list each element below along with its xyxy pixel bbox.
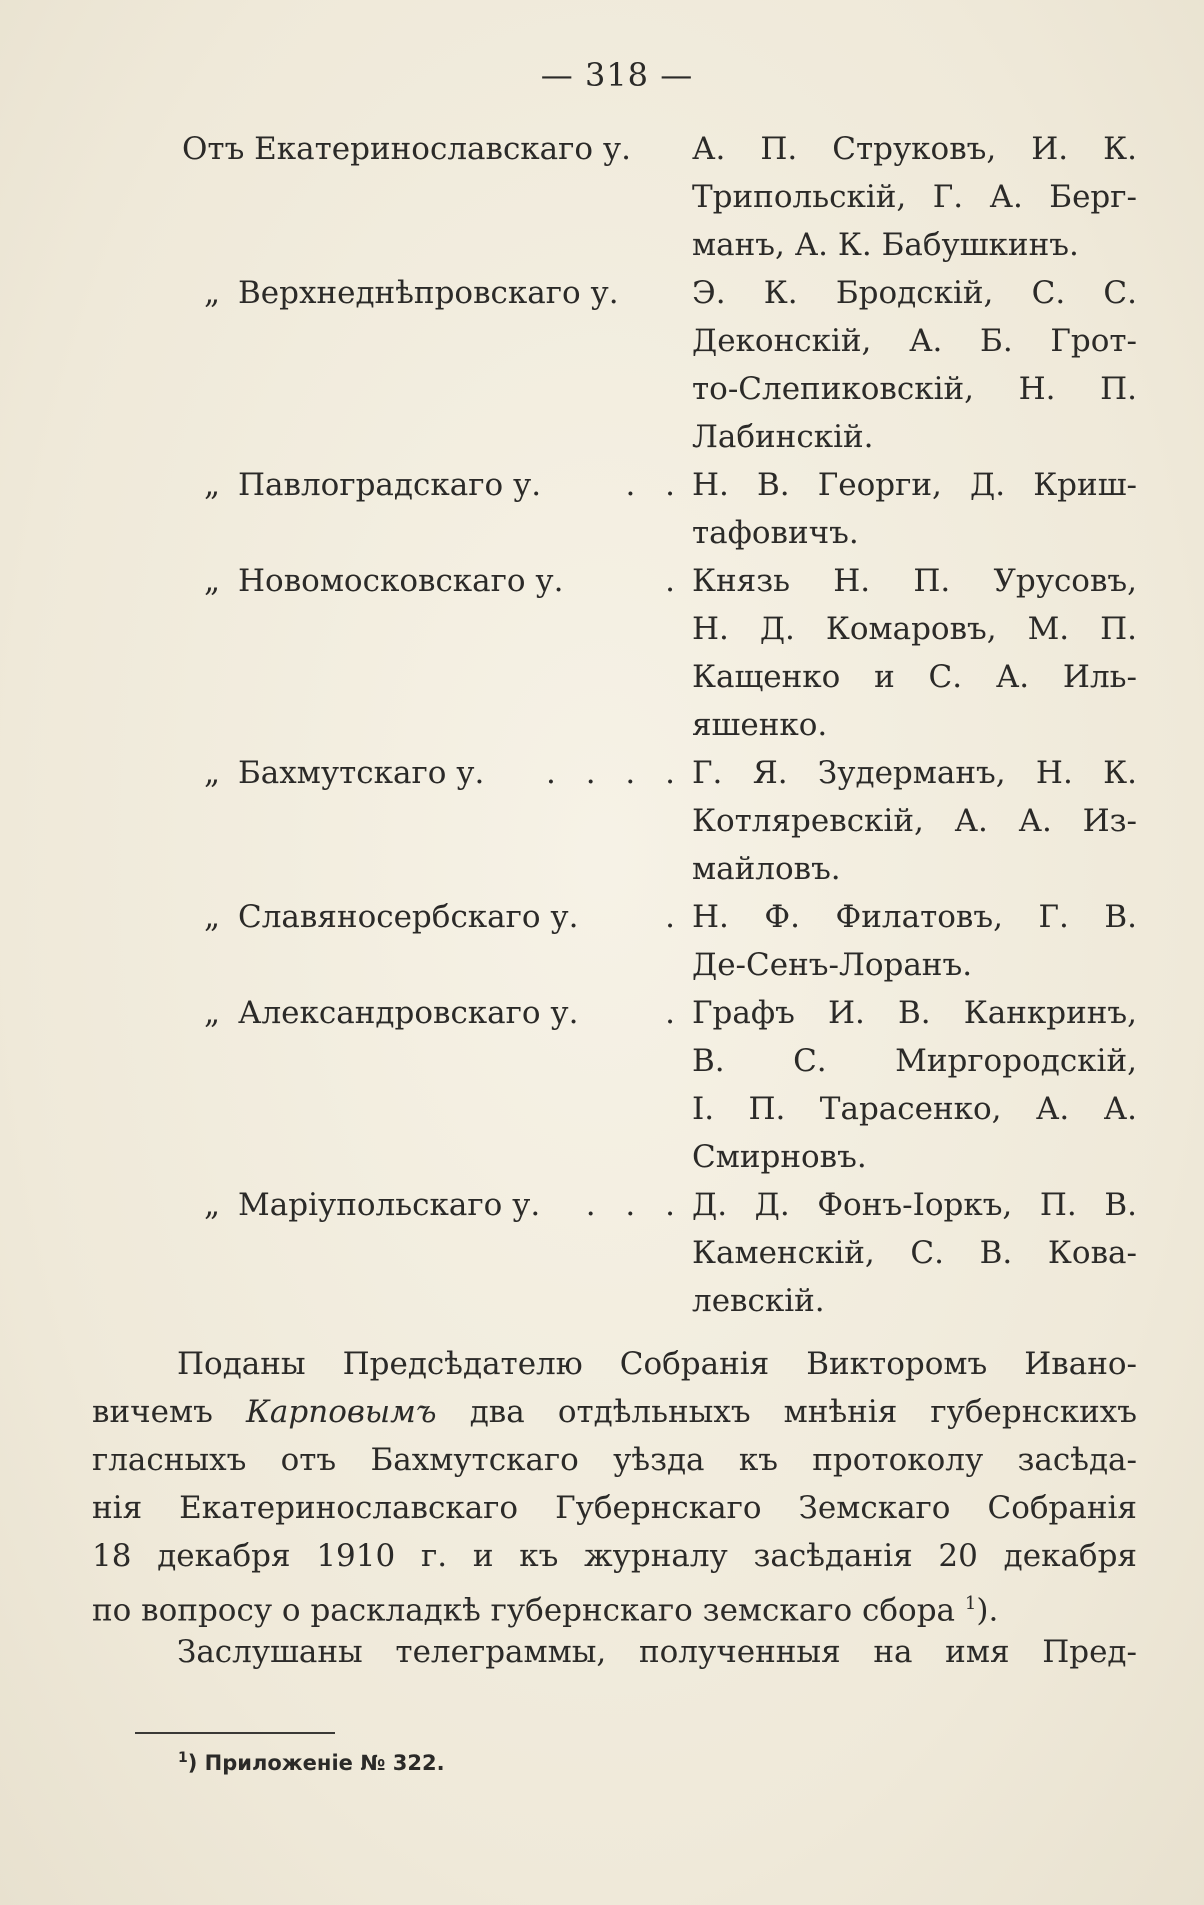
names-line: Д. Д. Фонъ-Іоркъ, П. В. — [692, 1187, 1137, 1223]
names-line: тафовичъ. — [692, 515, 859, 551]
delegate-names — [692, 893, 1137, 989]
ditto-mark: „ — [203, 899, 220, 935]
leader-dots: . . . — [585, 1187, 685, 1223]
names-line: Н. Ф. Филатовъ, Г. В. — [692, 899, 1137, 935]
district-name: Новомосковскаго у. — [238, 563, 564, 599]
delegate-row — [0, 989, 1204, 1181]
names-line: Э. К. Бродскій, С. С. — [692, 275, 1137, 311]
district-name: Александровскаго у. — [238, 995, 579, 1031]
paragraph-text: вичемъ — [92, 1394, 213, 1430]
footnote-reference: 1 — [964, 1593, 977, 1614]
names-line: Лабинскій. — [692, 419, 874, 455]
paragraph-text: ). — [976, 1592, 999, 1629]
names-line: Смирновъ. — [692, 1139, 867, 1175]
ditto-mark: „ — [203, 1187, 220, 1223]
paragraph-line: 18 декабря 1910 г. и къ журналу засѣданія 20 декабря — [92, 1538, 1137, 1574]
delegate-names — [692, 557, 1137, 749]
names-line: Кащенко и С. А. Иль- — [692, 659, 1137, 695]
ditto-mark: „ — [203, 275, 220, 311]
names-line: майловъ. — [692, 851, 841, 887]
district-label — [180, 749, 685, 797]
ditto-mark: „ — [203, 995, 220, 1031]
district-name: Павлоградскаго у. — [238, 467, 542, 503]
paragraph-line: гласныхъ отъ Бахмутскаго уѣзда къ протоколу засѣда- — [92, 1442, 1137, 1478]
names-line: Н. Д. Комаровъ, М. П. — [692, 611, 1137, 647]
footnote — [178, 1750, 445, 1775]
leader-dots: . — [665, 995, 685, 1031]
district-label — [180, 461, 685, 509]
leader-dots: . . . . — [546, 755, 685, 791]
paragraph-line: Поданы Предсѣдателю Собранія Викторомъ Ивано- — [177, 1346, 1137, 1382]
delegate-names — [692, 461, 1137, 557]
delegate-row — [0, 461, 1204, 557]
footnote-text: ) Приложеніе № 322. — [187, 1751, 445, 1775]
leader-dots: . . — [625, 467, 685, 503]
district-name: Славяносербскаго у. — [238, 899, 579, 935]
delegate-names — [692, 125, 1137, 269]
page-number: — 318 — — [540, 56, 694, 94]
district-label — [182, 125, 687, 173]
footnote-marker: 1 — [178, 1750, 188, 1766]
names-line: Деконскій, А. Б. Грот- — [692, 323, 1137, 359]
delegate-row — [0, 1181, 1204, 1325]
delegate-names — [692, 1181, 1137, 1325]
names-line: І. П. Тарасенко, А. А. — [692, 1091, 1137, 1127]
district-label — [180, 1181, 685, 1229]
delegate-row — [0, 749, 1204, 893]
delegates-list — [0, 125, 1204, 1325]
district-label — [180, 557, 685, 605]
names-line: Де-Сенъ-Лоранъ. — [692, 947, 973, 983]
district-name: Верхнеднѣпровскаго у. — [238, 275, 619, 311]
paragraph-line — [92, 1388, 1137, 1436]
paragraph-line: Заслушаны телеграммы, полученныя на имя Пред- — [177, 1634, 1137, 1670]
footnote-rule — [135, 1732, 335, 1734]
leader-dots: . — [665, 563, 685, 599]
names-line: яшенко. — [692, 707, 828, 743]
paragraph-telegrams — [92, 1628, 1137, 1676]
paragraph-text: два отдѣльныхъ мнѣнія губернскихъ — [469, 1394, 1138, 1430]
names-line: Н. В. Георги, Д. Криш- — [692, 467, 1137, 503]
names-line: А. П. Струковъ, И. К. — [692, 131, 1137, 167]
names-line: В. С. Миргородскій, — [692, 1043, 1137, 1079]
names-line: Каменскій, С. В. Кова- — [692, 1235, 1137, 1271]
delegate-names — [692, 989, 1137, 1181]
delegate-row — [0, 269, 1204, 461]
names-line: манъ, А. К. Бабушкинъ. — [692, 227, 1079, 263]
district-label — [180, 989, 685, 1037]
ditto-mark: „ — [203, 467, 220, 503]
leader-dots: . — [665, 899, 685, 935]
district-name: Маріупольскаго у. — [238, 1187, 541, 1223]
district-label — [180, 269, 685, 317]
names-line: то-Слепиковскій, Н. П. — [692, 371, 1137, 407]
paragraph-line — [92, 1580, 1137, 1634]
ditto-mark: „ — [203, 563, 220, 599]
names-line: Графъ И. В. Канкринъ, — [692, 995, 1137, 1031]
names-line: Трипольскій, Г. А. Берг- — [692, 179, 1137, 215]
delegate-names — [692, 269, 1137, 461]
names-line: Г. Я. Зудерманъ, Н. К. — [692, 755, 1137, 791]
delegate-row — [0, 557, 1204, 749]
district-name: Отъ Екатеринославскаго у. — [182, 131, 632, 167]
delegate-names — [692, 749, 1137, 893]
names-line: Князь Н. П. Урусовъ, — [692, 563, 1137, 599]
district-name: Бахмутскаго у. — [238, 755, 485, 791]
person-name-italic: Карповымъ — [245, 1394, 437, 1430]
names-line: Котляревскій, А. А. Из- — [692, 803, 1137, 839]
paragraph-submission — [92, 1340, 1137, 1634]
paragraph-text: по вопросу о раскладкѣ губернскаго земскаго сбора — [92, 1592, 956, 1629]
delegate-row — [0, 125, 1204, 269]
district-label — [180, 893, 685, 941]
names-line: левскій. — [692, 1283, 825, 1319]
paragraph-line: нія Екатеринославскаго Губернскаго Земскаго Собранія — [92, 1490, 1137, 1526]
ditto-mark: „ — [203, 755, 220, 791]
delegate-row — [0, 893, 1204, 989]
